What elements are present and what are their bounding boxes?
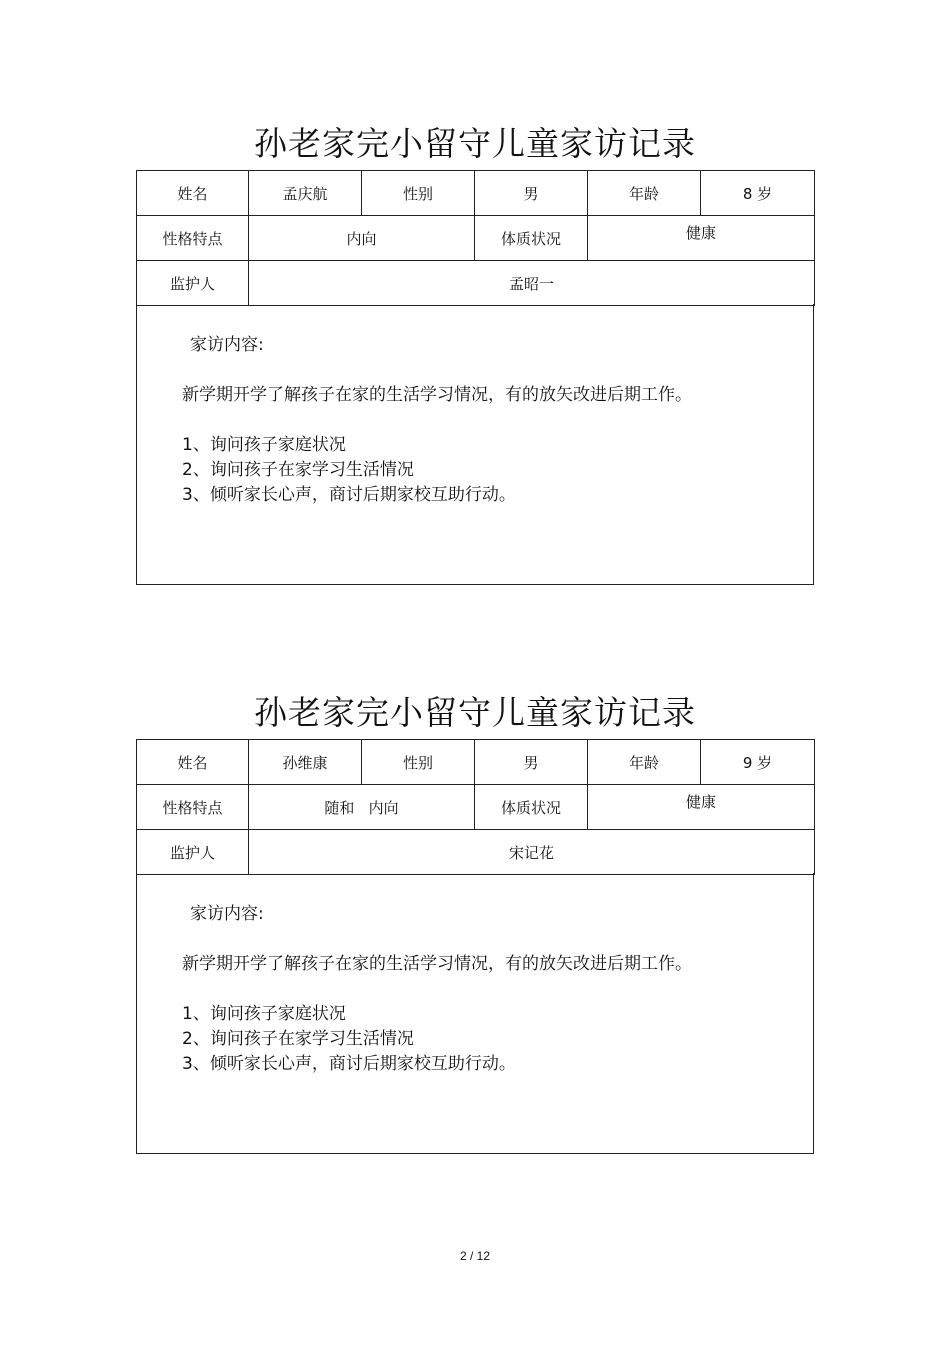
table-row [137,171,815,216]
personality-value: 随和 内向 [249,785,475,830]
page-number: 2 / 12 [459,1249,491,1263]
visit-content-box [136,873,814,1154]
table-row [137,740,815,785]
gender-value: 男 [475,740,588,785]
age-value: 9 岁 [701,740,815,785]
table-row [137,216,815,261]
content-item: 1、询问孩子家庭状况 [182,435,346,455]
record-title: 孙老家完小留守儿童家访记录 [254,124,696,163]
health-label: 体质状况 [475,216,588,261]
content-item: 3、倾听家长心声，商讨后期家校互助行动。 [182,485,516,505]
content-item: 3、倾听家长心声，商讨后期家校互助行动。 [182,1054,516,1074]
name-label: 姓名 [137,171,249,216]
content-item: 2、询问孩子在家学习生活情况 [182,460,414,480]
age-value: 8 岁 [701,171,815,216]
content-item: 1、询问孩子家庭状况 [182,1004,346,1024]
age-label: 年龄 [588,740,701,785]
health-label: 体质状况 [475,785,588,830]
name-label: 姓名 [137,740,249,785]
gender-label: 性别 [362,171,475,216]
student-info-table [136,170,815,306]
content-intro: 新学期开学了解孩子在家的生活学习情况，有的放矢改进后期工作。 [182,385,692,405]
table-row [137,261,815,306]
visit-content-box [136,304,814,585]
content-item: 2、询问孩子在家学习生活情况 [182,1029,414,1049]
content-heading: 家访内容: [190,904,264,924]
gender-value: 男 [475,171,588,216]
age-label: 年龄 [588,171,701,216]
content-heading: 家访内容: [190,335,264,355]
personality-value: 内向 [249,216,475,261]
personality-label: 性格特点 [137,216,249,261]
gender-label: 性别 [362,740,475,785]
name-value: 孟庆航 [249,171,362,216]
health-value: 健康 [588,785,815,830]
record-title: 孙老家完小留守儿童家访记录 [254,693,696,732]
guardian-value: 宋记花 [249,830,815,875]
table-row [137,830,815,875]
personality-label: 性格特点 [137,785,249,830]
health-value: 健康 [588,216,815,261]
content-intro: 新学期开学了解孩子在家的生活学习情况，有的放矢改进后期工作。 [182,954,692,974]
guardian-value: 孟昭一 [249,261,815,306]
name-value: 孙维康 [249,740,362,785]
student-info-table [136,739,815,875]
table-row [137,785,815,830]
guardian-label: 监护人 [137,261,249,306]
guardian-label: 监护人 [137,830,249,875]
